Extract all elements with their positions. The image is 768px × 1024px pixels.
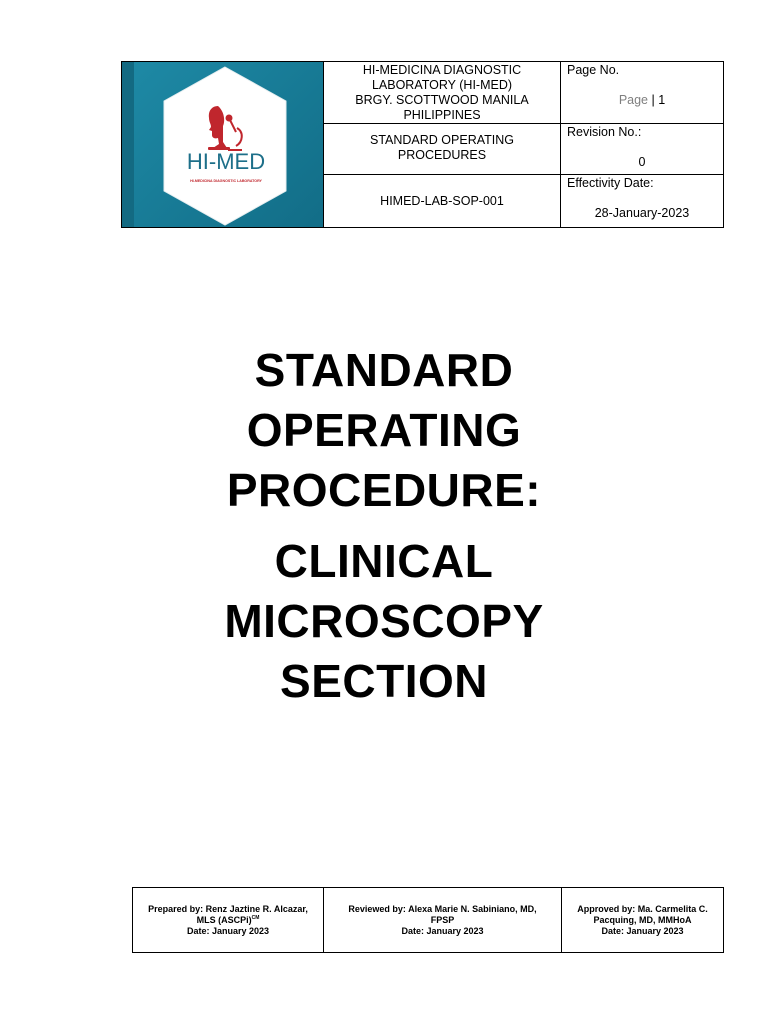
- page-number-value: [561, 93, 723, 108]
- revision-value: 0: [638, 155, 646, 169]
- logo-brand-text: HI-MED: [186, 149, 266, 174]
- doc-code-cell: [324, 175, 561, 228]
- org-line: HI-MEDICINA DIAGNOSTIC: [362, 63, 522, 77]
- page-number-cell: [561, 62, 724, 124]
- org-line: LABORATORY (HI-MED): [371, 78, 513, 92]
- prepared-by-cell: [133, 888, 324, 953]
- doc-type-line: PROCEDURES: [397, 148, 487, 162]
- doc-type-line: STANDARD OPERATING: [370, 133, 514, 147]
- organization-cell: [324, 62, 561, 124]
- page-label: Page No.: [567, 63, 620, 77]
- reviewed-by-cell: [324, 888, 562, 953]
- reviewed-date: Date: January 2023: [401, 925, 484, 936]
- org-line: PHILIPPINES: [403, 108, 481, 122]
- himed-logo: [122, 62, 323, 228]
- logo-tagline: HI-MEDICINA DIAGNOSTIC LABORATORY: [190, 179, 262, 183]
- approved-by-credentials: Pacquing, MD, MMHoA: [593, 914, 692, 925]
- title-line: SECTION: [280, 655, 488, 707]
- org-line: BRGY. SCOTTWOOD MANILA: [355, 93, 529, 107]
- title-line: CLINICAL: [274, 535, 494, 587]
- page-separator: |: [651, 93, 655, 107]
- title-heading-2: [0, 531, 768, 711]
- effectivity-cell: [561, 175, 724, 228]
- prepared-by-line: Prepared by: Renz Jaztine R. Alcazar,: [148, 903, 308, 914]
- document-header-table: [121, 61, 724, 228]
- title-line: PROCEDURE:: [226, 464, 542, 516]
- prepared-date: Date: January 2023: [186, 925, 270, 936]
- signatories-table: [132, 887, 724, 953]
- title-line: OPERATING: [246, 404, 522, 456]
- reviewed-by-credentials: FPSP: [430, 914, 455, 925]
- logo-cell: [122, 62, 324, 228]
- approved-by-cell: [562, 888, 724, 953]
- effectivity-label: Effectivity Date:: [567, 176, 654, 190]
- prepared-by-credentials: MLS (ASCPi)$^{CM}$: [196, 914, 260, 925]
- credential-superscript: CM: [251, 914, 260, 921]
- revision-cell: [561, 124, 724, 175]
- page-number: 1: [658, 93, 666, 107]
- page-word: Page: [618, 93, 649, 107]
- doc-type-cell: [324, 124, 561, 175]
- title-line: MICROSCOPY: [224, 595, 544, 647]
- approved-date: Date: January 2023: [601, 925, 684, 936]
- reviewed-by-line: Reviewed by: Alexa Marie N. Sabiniano, MD,: [348, 903, 537, 914]
- revision-label: Revision No.:: [567, 125, 642, 139]
- effectivity-value: 28-January-2023: [594, 206, 690, 220]
- doc-code: HIMED-LAB-SOP-001: [380, 193, 504, 208]
- title-line: STANDARD: [254, 344, 514, 396]
- title-heading-1: [0, 340, 768, 520]
- approved-by-line: Approved by: Ma. Carmelita C.: [577, 903, 708, 914]
